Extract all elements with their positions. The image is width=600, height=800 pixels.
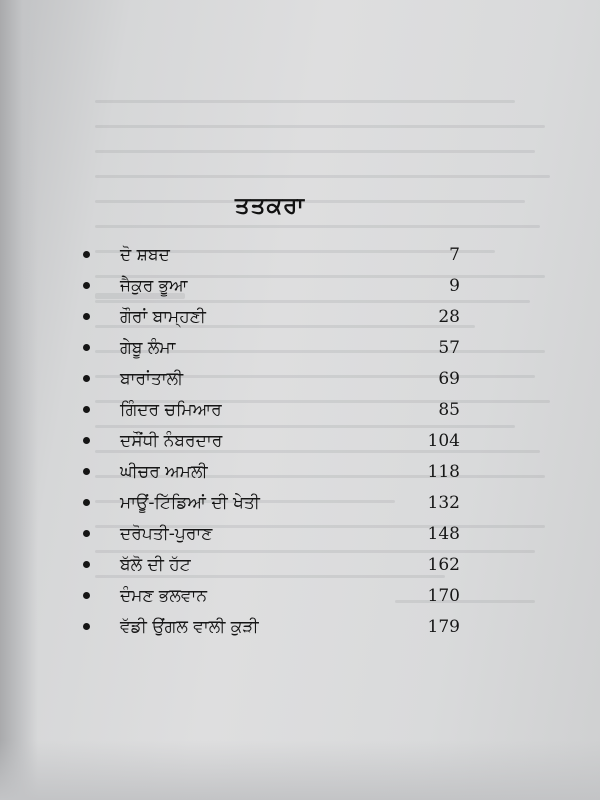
- toc-entry-page: 85: [438, 400, 460, 420]
- bullet-icon: [83, 530, 90, 537]
- toc-entry-title: ਦੰਮਣ ਭਲਵਾਨ: [120, 586, 207, 606]
- toc-entry-title: ਗੇਬੂ ਲੰਮਾ: [120, 338, 176, 358]
- toc-entry-title: ਦਸੌਂਧੀ ਨੰਬਰਦਾਰ: [120, 431, 223, 451]
- toc-entry-title: ਦਰੋਪਤੀ-ਪੁਰਾਣ: [120, 524, 213, 544]
- bullet-icon: [83, 344, 90, 351]
- toc-entry: [80, 520, 460, 551]
- table-of-contents: [80, 241, 460, 644]
- toc-entry-title: ਜੈਕੁਰ ਭੂਆ: [120, 276, 188, 296]
- toc-entry-page: 118: [427, 462, 460, 482]
- toc-entry: [80, 613, 460, 644]
- toc-entry-page: 57: [438, 338, 460, 358]
- bullet-icon: [83, 592, 90, 599]
- bullet-icon: [83, 375, 90, 382]
- toc-entry: [80, 582, 460, 613]
- toc-entry-title: ਘੀਚਰ ਅਮਲੀ: [120, 462, 208, 482]
- toc-entry: [80, 334, 460, 365]
- toc-entry-page: 170: [427, 586, 460, 606]
- toc-entry-title: ਮਾਊਂ-ਟਿੱਡਿਆਂ ਦੀ ਖੇਤੀ: [120, 493, 260, 513]
- bullet-icon: [83, 313, 90, 320]
- toc-entry: [80, 427, 460, 458]
- toc-entry: [80, 241, 460, 272]
- toc-entry-title: ਗਿੰਦਰ ਚਮਿਆਰ: [120, 400, 222, 420]
- toc-entry-title: ਬੱਲੋ ਦੀ ਹੱਟ: [120, 555, 191, 575]
- toc-entry-title: ਬਾਰਾਂਤਾਲੀ: [120, 369, 184, 389]
- toc-entry-page: 7: [449, 245, 460, 265]
- toc-entry-page: 179: [427, 617, 460, 637]
- toc-entry-page: 104: [427, 431, 460, 451]
- toc-entry: [80, 303, 460, 334]
- bullet-icon: [83, 406, 90, 413]
- toc-entry-page: 132: [427, 493, 460, 513]
- toc-entry-title: ਵੱਡੀ ਉਂਗਲ ਵਾਲੀ ਕੁੜੀ: [120, 617, 259, 637]
- toc-entry-page: 69: [438, 369, 460, 389]
- toc-entry-page: 9: [449, 276, 460, 296]
- toc-entry: [80, 396, 460, 427]
- toc-entry: [80, 489, 460, 520]
- toc-entry-page: 162: [427, 555, 460, 575]
- bullet-icon: [83, 623, 90, 630]
- bullet-icon: [83, 251, 90, 258]
- bullet-icon: [83, 499, 90, 506]
- bullet-icon: [83, 282, 90, 289]
- page-bottom-shadow: [0, 740, 600, 800]
- toc-entry-page: 28: [438, 307, 460, 327]
- bullet-icon: [83, 561, 90, 568]
- toc-entry-title: ਦੋ ਸ਼ਬਦ: [120, 245, 170, 265]
- toc-entry: [80, 551, 460, 582]
- toc-entry-page: 148: [427, 524, 460, 544]
- toc-entry-title: ਗੌਰਾਂ ਬਾਮ੍ਹਣੀ: [120, 307, 206, 327]
- page-gutter-shadow: [0, 0, 38, 800]
- toc-entry: [80, 458, 460, 489]
- toc-entry: [80, 272, 460, 303]
- toc-entry: [80, 365, 460, 396]
- bullet-icon: [83, 437, 90, 444]
- toc-heading: ਤਤਕਰਾ: [235, 193, 305, 219]
- bullet-icon: [83, 468, 90, 475]
